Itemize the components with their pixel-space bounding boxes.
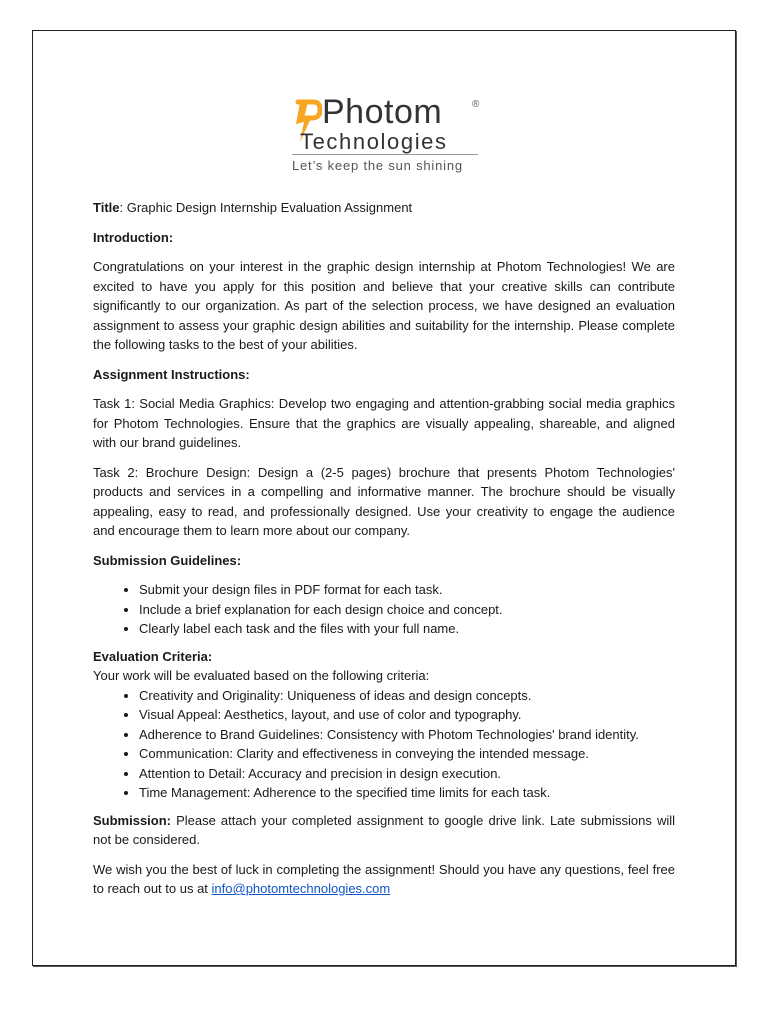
- title-text: : Graphic Design Internship Evaluation Assignment: [119, 200, 413, 215]
- document-title: [93, 198, 675, 218]
- list-item: • Visual Appeal: Aesthetics, layout, and use of color and typography.: [139, 705, 675, 725]
- logo-wordmark: Photom: [322, 93, 443, 131]
- guidelines-heading-text: Submission Guidelines:: [93, 552, 242, 568]
- logo-subtitle: Technologies: [300, 129, 448, 154]
- criteria-intro: Your work will be evaluated based on the following criteria:: [93, 668, 430, 683]
- contact-email-link[interactable]: info@photomtechnologies.com: [211, 881, 391, 896]
- task-2: Task 2: Brochure Design: Design a (2-5 pages) brochure that presents Photom Technologies' products and services in a compelling and informative manner. The brochure should be visually appealing, easy to read, and professionally designed. Use your creativity to engage the audience and encourage them to learn more about our company.: [93, 464, 675, 538]
- guidelines-list: [93, 580, 675, 639]
- criteria-heading-text: Evaluation Criteria:: [93, 648, 213, 664]
- registered-mark: ®: [472, 99, 480, 110]
- list-item: • Time Management: Adherence to the specified time limits for each task.: [139, 783, 675, 803]
- logo-divider: [292, 154, 478, 155]
- criteria-list: [93, 686, 675, 803]
- instructions-heading: [93, 365, 675, 385]
- list-item: • Submit your design files in PDF format for each task.: [139, 580, 675, 600]
- submission-text: Please attach your completed assignment to google drive link. Late submissions will not be considered.: [93, 812, 675, 847]
- introduction-body: Congratulations on your interest in the graphic design internship at Photom Technologies! We are excited to have you apply for this position and believe that your creative skills can contribute significantly to our organization. As part of the selection process, we have designed an evaluation assignment to assess your graphic design abilities and suitability for the internship. Please complete the following tasks to the best of your abilities.: [93, 259, 675, 352]
- list-item: • Creativity and Originality: Uniqueness of ideas and design concepts.: [139, 686, 675, 706]
- guidelines-heading: [93, 551, 675, 571]
- closing-text: We wish you the best of luck in completing the assignment! Should you have any questions, feel free to reach out to us at: [93, 861, 675, 896]
- logo-tagline: Let’s keep the sun shining: [292, 158, 463, 173]
- list-item: • Attention to Detail: Accuracy and precision in design execution.: [139, 764, 675, 784]
- company-logo: [292, 93, 492, 180]
- introduction-heading-text: Introduction:: [93, 229, 174, 245]
- criteria-heading: [93, 647, 675, 667]
- list-item: • Clearly label each task and the files with your full name.: [139, 619, 675, 639]
- document-body: [93, 198, 675, 909]
- list-item: • Communication: Clarity and effectiveness in conveying the intended message.: [139, 744, 675, 764]
- submission-paragraph: [93, 811, 675, 850]
- submission-label: Submission:: [93, 812, 172, 828]
- instructions-heading-text: Assignment Instructions:: [93, 366, 250, 382]
- introduction-heading: [93, 228, 675, 248]
- task-1: Task 1: Social Media Graphics: Develop two engaging and attention-grabbing social media graphics for Photom Technologies. Ensure that the graphics are visually appealing, shareable, and aligned with our brand guidelines.: [93, 396, 675, 450]
- list-item: • Include a brief explanation for each design choice and concept.: [139, 600, 675, 620]
- title-label: Title: [93, 200, 120, 215]
- list-item: • Adherence to Brand Guidelines: Consistency with Photom Technologies' brand identity.: [139, 725, 675, 745]
- closing-paragraph: [93, 860, 675, 899]
